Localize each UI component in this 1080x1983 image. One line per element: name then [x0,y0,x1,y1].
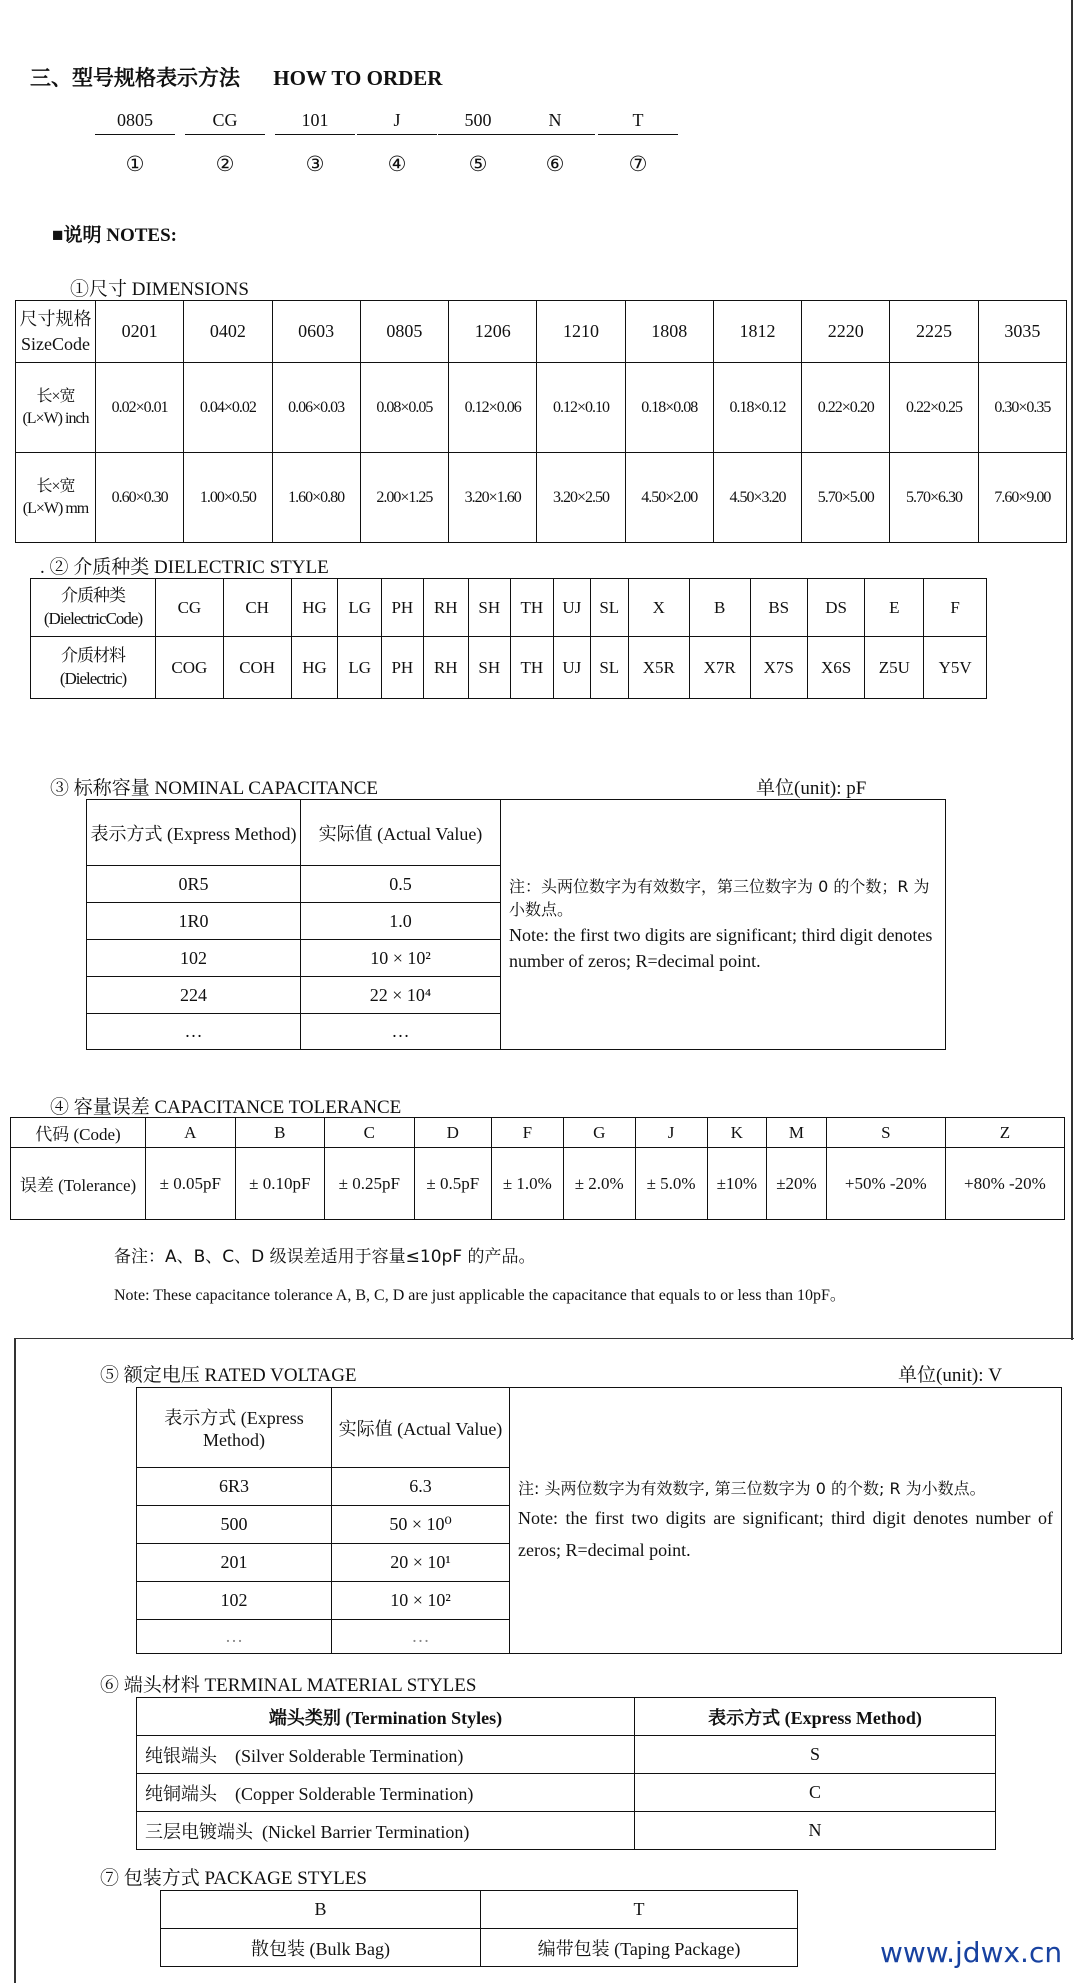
term-code: C [635,1774,996,1812]
dim-mm: 3.20×1.60 [449,453,537,543]
diel-code: SL [590,579,628,637]
dim-size: 0805 [360,301,448,363]
volt-code: 102 [137,1582,332,1620]
package-title: ⑦ 包装方式 PACKAGE STYLES [100,1868,367,1889]
diel-code: DS [807,579,864,637]
diel-code: SH [468,579,510,637]
diel-mat: PH [381,637,423,699]
page-edge-line [14,1338,16,1983]
term-style: 纯铜端头 (Copper Solderable Termination) [137,1774,635,1812]
volt-code: 6R3 [137,1468,332,1506]
code-dielectric: CG [185,110,265,135]
dim-size: 1206 [449,301,537,363]
tol-code: A [146,1118,236,1148]
cap-note [501,800,946,1050]
page-break-line [14,1338,1074,1339]
code-voltage: 500 [438,110,518,135]
tol-value: ± 0.5pF [414,1148,491,1220]
term-style: 三层电镀端头 (Nickel Barrier Termination) [137,1812,635,1850]
cap-col-actual: 实际值 (Actual Value) [301,800,501,866]
terminal-table [136,1697,996,1850]
watermark-link[interactable]: www.jdwx.cn [880,1936,1063,1969]
tol-value: +50% -20% [826,1148,945,1220]
dim-inch: 0.18×0.12 [713,363,801,453]
diel-code: E [865,579,924,637]
dimensions-title: ①尺寸 DIMENSIONS [70,279,249,300]
voltage-table [136,1387,1062,1654]
diel-code: CG [156,579,224,637]
diel-mat: X5R [628,637,689,699]
cap-code: 0R5 [87,866,301,903]
volt-value: … [332,1620,510,1654]
diel-mat: X6S [807,637,864,699]
volt-code: 500 [137,1506,332,1544]
tol-code: B [235,1118,325,1148]
code-tolerance: J [357,110,437,135]
tolerance-table [10,1117,1065,1220]
dimensions-table [15,300,1067,543]
dim-size: 1812 [713,301,801,363]
tol-value: ± 0.05pF [146,1148,236,1220]
cap-code: 1R0 [87,903,301,940]
dim-mm-head: 长×宽 (L×W) mm [16,453,96,543]
diel-mat: X7R [689,637,750,699]
tol-code: Z [945,1118,1064,1148]
tol-code: M [767,1118,827,1148]
tolerance-title: ④ 容量误差 CAPACITANCE TOLERANCE [50,1097,402,1118]
dim-size-head: 尺寸规格 SizeCode [16,301,96,363]
volt-col-actual: 实际值 (Actual Value) [332,1388,510,1468]
dim-mm: 5.70×6.30 [890,453,978,543]
volt-note [510,1388,1062,1654]
dim-size: 2220 [802,301,890,363]
diel-mat: SH [468,637,510,699]
cap-value: 0.5 [301,866,501,903]
cap-note-cn: 注：头两位数字为有效数字，第三位数字为 0 的个数；R 为小数点。 [509,877,930,920]
cap-code: … [87,1014,301,1050]
dielectric-table [30,578,987,699]
diel-mat: Y5V [924,637,987,699]
dim-inch: 0.22×0.20 [802,363,890,453]
terminal-title: ⑥ 端头材料 TERMINAL MATERIAL STYLES [100,1675,477,1696]
diel-mat: Z5U [865,637,924,699]
diel-mat: COG [156,637,224,699]
diel-code-head: 介质种类 (DielectricCode) [31,579,156,637]
capacitance-unit: 单位(unit): pF [756,778,867,799]
code-index: ⑤ [468,152,488,176]
tol-value: ±10% [707,1148,767,1220]
code-package: T [598,110,678,135]
voltage-title: ⑤ 额定电压 RATED VOLTAGE [100,1365,357,1386]
dim-inch: 0.02×0.01 [96,363,184,453]
tol-value: ± 5.0% [635,1148,707,1220]
diel-mat: RH [423,637,468,699]
pkg-name: 编带包装 (Taping Package) [481,1929,798,1967]
dim-inch: 0.22×0.25 [890,363,978,453]
volt-value: 50 × 10⁰ [332,1506,510,1544]
code-index: ⑥ [545,152,565,176]
volt-col-method: 表示方式 (Express Method) [137,1388,332,1468]
diel-code: TH [510,579,553,637]
diel-code: CH [223,579,291,637]
dim-inch: 0.06×0.03 [272,363,360,453]
dim-mm: 7.60×9.00 [978,453,1066,543]
diel-mat: SL [590,637,628,699]
volt-note-cn: 注: 头两位数字为有效数字, 第三位数字为 0 的个数; R 为小数点。 [518,1478,986,1498]
tol-code: S [826,1118,945,1148]
diel-code: HG [291,579,338,637]
diel-code: B [689,579,750,637]
volt-value: 20 × 10¹ [332,1544,510,1582]
diel-code: UJ [554,579,591,637]
volt-note-en: Note: the first two digits are significant; third digit denotes number of zeros; R=decimal point. [518,1508,1053,1560]
tol-code: J [635,1118,707,1148]
dim-inch: 0.30×0.35 [978,363,1066,453]
code-index: ④ [387,152,407,176]
page-edge-line [1071,0,1073,1340]
dim-mm: 4.50×3.20 [713,453,801,543]
cap-code: 224 [87,977,301,1014]
diel-mat: X7S [750,637,807,699]
cap-value: … [301,1014,501,1050]
dim-inch: 0.12×0.10 [537,363,625,453]
dim-mm: 0.60×0.30 [96,453,184,543]
tolerance-remark-en: Note: These capacitance tolerance A, B, C, D are just applicable the capacitance that equals to or less than 10pF。 [114,1287,846,1304]
dim-size: 1808 [625,301,713,363]
dim-inch: 0.04×0.02 [184,363,272,453]
tol-code: G [563,1118,635,1148]
diel-code: X [628,579,689,637]
dim-mm: 2.00×1.25 [360,453,448,543]
diel-mat: TH [510,637,553,699]
pkg-code: T [481,1891,798,1929]
title-en: HOW TO ORDER [273,66,443,90]
dim-mm: 3.20×2.50 [537,453,625,543]
term-style: 纯银端头 (Silver Solderable Termination) [137,1736,635,1774]
dim-mm: 5.70×5.00 [802,453,890,543]
cap-code: 102 [87,940,301,977]
diel-code: PH [381,579,423,637]
code-index: ⑦ [628,152,648,176]
voltage-unit: 单位(unit): V [898,1365,1002,1386]
term-code: S [635,1736,996,1774]
cap-value: 22 × 10⁴ [301,977,501,1014]
capacitance-table [86,799,946,1050]
diel-code: F [924,579,987,637]
dim-mm: 1.60×0.80 [272,453,360,543]
pkg-name: 散包装 (Bulk Bag) [161,1929,481,1967]
pkg-code: B [161,1891,481,1929]
cap-col-method: 表示方式 (Express Method) [87,800,301,866]
code-index: ① [125,152,145,176]
tolerance-remark-cn: 备注：A、B、C、D 级误差适用于容量≤10pF 的产品。 [114,1247,536,1267]
diel-mat: COH [223,637,291,699]
code-size: 0805 [95,110,175,135]
dim-size: 0402 [184,301,272,363]
code-index: ③ [305,152,325,176]
cap-value: 10 × 10² [301,940,501,977]
capacitance-title: ③ 标称容量 NOMINAL CAPACITANCE [50,778,379,799]
tol-code: K [707,1118,767,1148]
dim-mm: 1.00×0.50 [184,453,272,543]
dim-inch: 0.08×0.05 [360,363,448,453]
cap-value: 1.0 [301,903,501,940]
tol-value: ± 0.10pF [235,1148,325,1220]
title-cn: 三、型号规格表示方法 [30,66,240,90]
tol-code: F [491,1118,563,1148]
dim-inch: 0.18×0.08 [625,363,713,453]
code-terminal: N [515,110,595,135]
term-code: N [635,1812,996,1850]
dielectric-title: . ② 介质种类 DIELECTRIC STYLE [40,557,329,578]
tol-value: ± 1.0% [491,1148,563,1220]
diel-mat-head: 介质材料 (Dielectric) [31,637,156,699]
volt-code: 201 [137,1544,332,1582]
tol-value: ±20% [767,1148,827,1220]
term-head-method: 表示方式 (Express Method) [635,1698,996,1736]
tol-value: +80% -20% [945,1148,1064,1220]
volt-value: 6.3 [332,1468,510,1506]
notes-heading: ■说明 NOTES: [52,225,177,246]
page-title [30,62,442,92]
tol-value: ± 2.0% [563,1148,635,1220]
code-index: ② [215,152,235,176]
dim-mm: 4.50×2.00 [625,453,713,543]
tol-value-head: 误差 (Tolerance) [11,1148,146,1220]
diel-code: LG [338,579,381,637]
dim-size: 3035 [978,301,1066,363]
tol-code-head: 代码 (Code) [11,1118,146,1148]
diel-code: RH [423,579,468,637]
tol-value: ± 0.25pF [325,1148,415,1220]
dim-size: 0201 [96,301,184,363]
volt-value: 10 × 10² [332,1582,510,1620]
code-capacitance: 101 [275,110,355,135]
tol-code: C [325,1118,415,1148]
dim-size: 0603 [272,301,360,363]
diel-mat: LG [338,637,381,699]
cap-note-en: Note: the first two digits are significant; third digit denotes number of zeros; R=decimal point. [509,924,933,971]
dim-size: 2225 [890,301,978,363]
dim-size: 1210 [537,301,625,363]
volt-code: … [137,1620,332,1654]
dim-inch: 0.12×0.06 [449,363,537,453]
dim-inch-head: 长×宽 (L×W) inch [16,363,96,453]
term-head-style: 端头类别 (Termination Styles) [137,1698,635,1736]
tol-code: D [414,1118,491,1148]
diel-mat: UJ [554,637,591,699]
package-table [160,1890,798,1967]
diel-code: BS [750,579,807,637]
diel-mat: HG [291,637,338,699]
